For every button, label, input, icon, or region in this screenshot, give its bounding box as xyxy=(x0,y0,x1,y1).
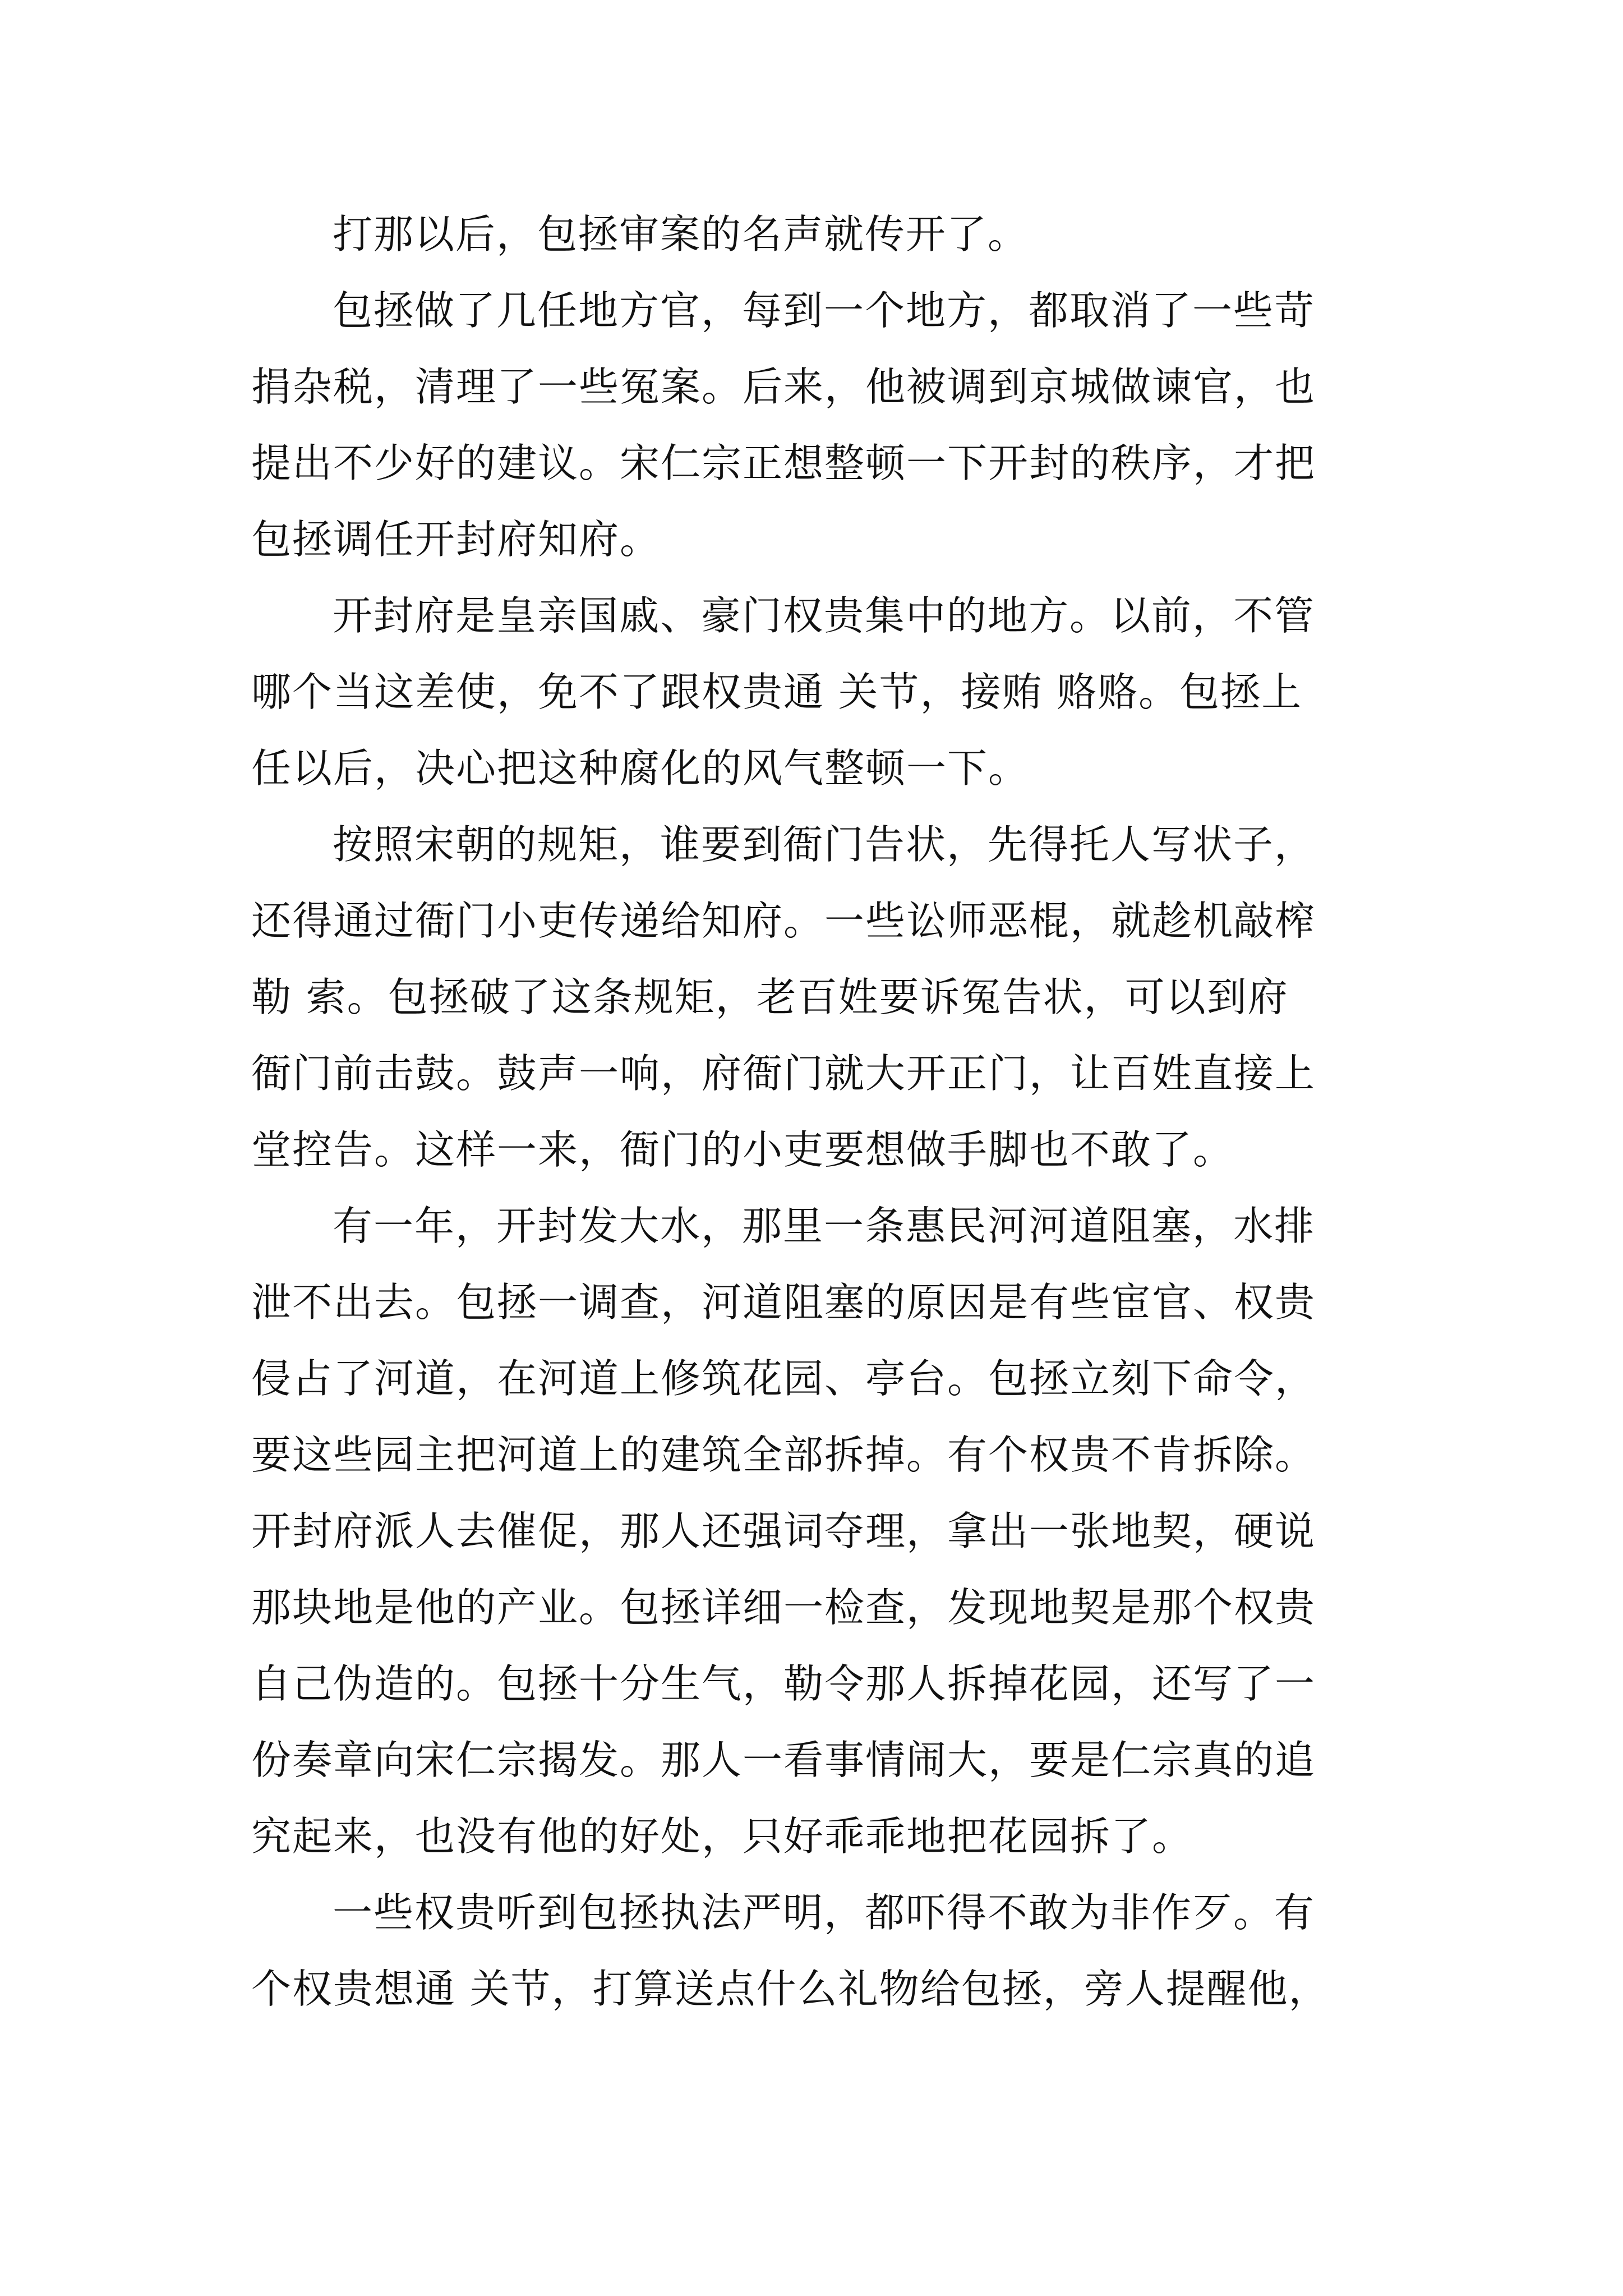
text-line: 那块地是他的产业。包拯详细一检查，发现地契是那个权贵 xyxy=(251,1584,1316,1631)
body-text xyxy=(251,196,1390,2027)
text-line: 包拯做了几任地方官，每到一个地方，都取消了一些苛 xyxy=(333,287,1316,334)
text-line: 泄不出去。包拯一调查，河道阻塞的原因是有些宦官、权贵 xyxy=(251,1279,1316,1326)
text-line: 份奏章向宋仁宗揭发。那人一看事情闹大，要是仁宗真的追 xyxy=(251,1737,1316,1783)
text-line: 勒 索。包拯破了这条规矩，老百姓要诉冤告状，可以到府 xyxy=(251,974,1289,1020)
text-line: 按照宋朝的规矩，谁要到衙门告状，先得托人写状子， xyxy=(333,821,1316,868)
text-line: 自己伪造的。包拯十分生气，勒令那人拆掉花园，还写了一 xyxy=(251,1660,1316,1707)
text-line: 要这些园主把河道上的建筑全部拆掉。有个权贵不肯拆除。 xyxy=(251,1432,1316,1478)
text-line: 开封府是皇亲国戚、豪门权贵集中的地方。以前，不管 xyxy=(333,592,1316,639)
text-line: 开封府派人去催促，那人还强词夺理，拿出一张地契，硬说 xyxy=(251,1508,1316,1554)
text-line: 提出不少好的建议。宋仁宗正想整顿一下开封的秩序，才把 xyxy=(251,440,1316,486)
text-line: 还得通过衙门小吏传递给知府。一些讼师恶棍，就趁机敲榨 xyxy=(251,898,1316,944)
text-line: 堂控告。这样一来，衙门的小吏要想做手脚也不敢了。 xyxy=(251,1126,1234,1173)
text-line: 有一年，开封发大水，那里一条惠民河河道阻塞，水排 xyxy=(333,1203,1316,1249)
text-line: 侵占了河道，在河道上修筑花园、亭台。包拯立刻下命令， xyxy=(251,1355,1316,1402)
text-line: 打那以后，包拯审案的名声就传开了。 xyxy=(333,211,1029,257)
text-line: 衙门前击鼓。鼓声一响，府衙门就大开正门，让百姓直接上 xyxy=(251,1050,1316,1097)
text-line: 个权贵想通 关节，打算送点什么礼物给包拯，旁人提醒他， xyxy=(251,1966,1330,2012)
text-line: 捐杂税，清理了一些冤案。后来，他被调到京城做谏官，也 xyxy=(251,364,1316,410)
text-line: 一些权贵听到包拯执法严明，都吓得不敢为非作歹。有 xyxy=(333,1889,1316,1936)
text-line: 任以后，决心把这种腐化的风气整顿一下。 xyxy=(251,745,1030,792)
text-line: 究起来，也没有他的好处，只好乖乖地把花园拆了。 xyxy=(251,1813,1193,1860)
text-line: 包拯调任开封府知府。 xyxy=(251,516,661,563)
text-line: 哪个当这差使，免不了跟权贵通 关节，接贿 赂赂。包拯上 xyxy=(251,669,1303,715)
